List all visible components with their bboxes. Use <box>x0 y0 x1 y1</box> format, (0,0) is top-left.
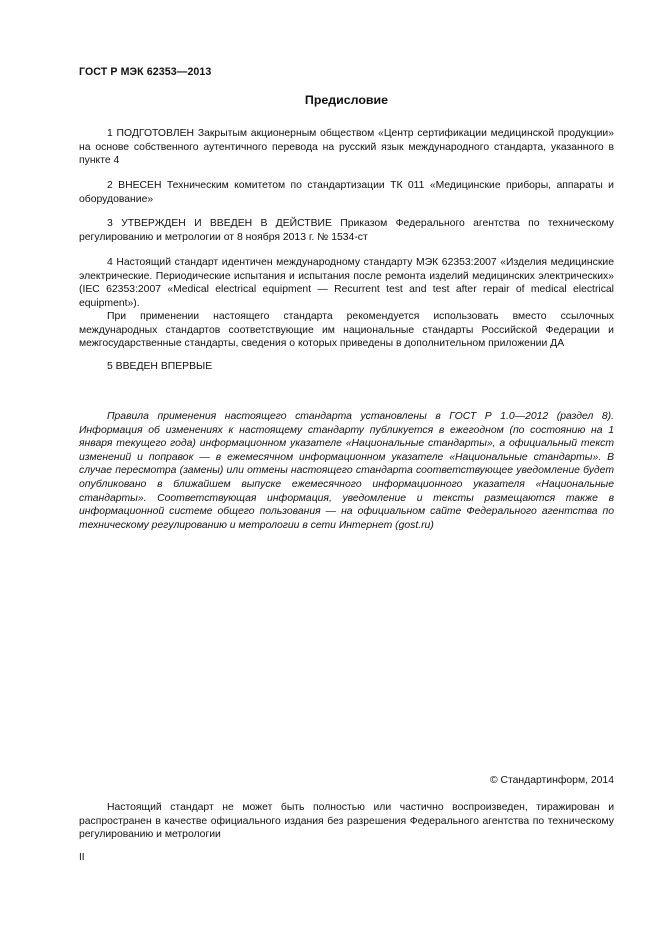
paragraph-1: 1 ПОДГОТОВЛЕН Закрытым акционерным обществом «Центр сертификации медицинской продукции» на основе собственного аутентичного перевода на русский язык международного стандарта, указанного в пункте 4 <box>79 128 614 167</box>
paragraph-2: 2 ВНЕСЕН Техническим комитетом по стандартизации ТК 011 «Медицинские приборы, аппараты и оборудование» <box>79 180 614 205</box>
copyright: © Стандартинформ, 2014 <box>489 775 614 786</box>
paragraph-5: 5 ВВЕДЕН ВПЕРВЫЕ <box>107 361 213 372</box>
reproduction-notice: Настоящий стандарт не может быть полностью или частично воспроизведен, тиражирован и распространен в качестве официального издания без разрешения Федерального агентства по техническому регулированию и метрологии <box>79 802 614 841</box>
page-number: II <box>79 852 85 863</box>
document-id: ГОСТ Р МЭК 62353—2013 <box>79 66 212 78</box>
page-title: Предисловие <box>304 93 389 107</box>
paragraph-3: 3 УТВЕРЖДЕН И ВВЕДЕН В ДЕЙСТВИЕ Приказом Федерального агентства по техническому регулированию и метрологии от 8 ноября 2013 г. № 1534-ст <box>79 218 614 243</box>
application-notice: Правила применения настоящего стандарта установлены в ГОСТ Р 1.0—2012 (раздел 8). Информация об изменениях к настоящему стандарту публикуется в ежегодном (по состоянию на 1 января текущего года) информационном указателе «Национальные стандарты», а официальный текст изменений и поправок — в ежемесячном информационном указателе «Национальные стандарты». В случае пересмотра (замены) или отмены настоящего стандарта соответствующее уведомление будет опубликовано в ближайшем выпуске ежемесячного информационного указателя «Национальные стандарты». Соответствующая информация, уведомление и тексты размещаются также в информационной системе общего пользования — на официальном сайте Федерального агентства по техническому регулированию и метрологии в сети Интернет (gost.ru) <box>79 411 614 531</box>
paragraph-4: 4 Настоящий стандарт идентичен международному стандарту МЭК 62353:2007 «Изделия медицинские электрические. Периодические испытания и испытания после ремонта изделий медицинских электрических» (IEC 62353:2007 «Medical electrical equipment — Recurrent test and test after repair of medical electrical equipment»). <box>79 257 614 309</box>
paragraph-4-note: При применении настоящего стандарта рекомендуется использовать вместо ссылочных международных стандартов соответствующие им национальные стандарты Российской Федерации и межгосударственные стандарты, сведения о которых приведены в дополнительном приложении ДА <box>79 311 614 350</box>
